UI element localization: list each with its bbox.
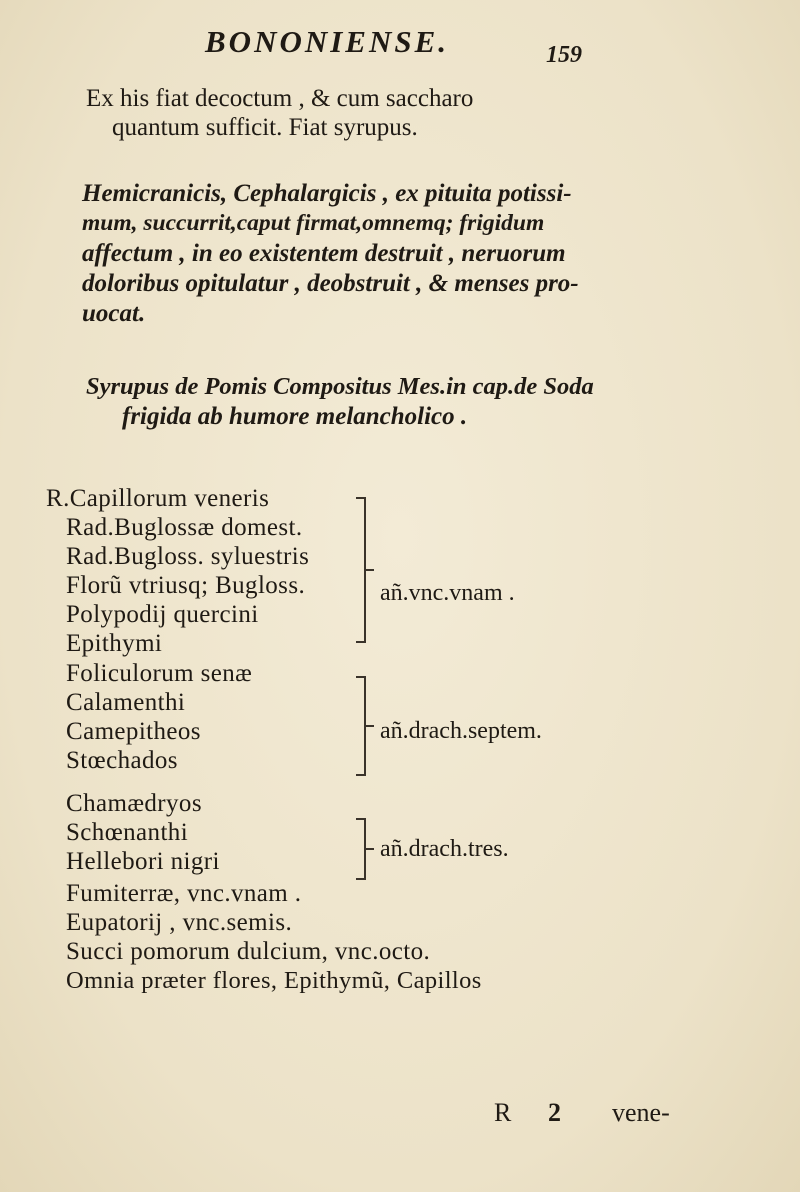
ingredient-13: Hellebori nigri [66,848,220,875]
intro-line-1: Ex his fiat decoctum , & cum saccharo [86,85,474,112]
dose-group-3: añ.drach.tres. [380,836,509,862]
ingredient-10: Stœchados [66,747,178,774]
catchword: vene- [612,1098,670,1127]
brace-group-1 [354,497,366,643]
ingredient-4: Florũ vtriusq; Bugloss. [66,572,306,599]
ingredient-1: R.Capillorum veneris [46,485,270,512]
ingredient-2: Rad.Buglossæ domest. [66,514,303,541]
ingredient-7: Foliculorum senæ [66,660,253,687]
ingredient-6: Epithymi [66,630,163,657]
paragraph-line-2: mum, succurrit,caput firmat,omnemq; frigidum [82,210,545,236]
closing-line-3: Succi pomorum dulcium, vnc.octo. [66,938,431,965]
paragraph-line-5: uocat. [82,300,146,327]
ingredient-3: Rad.Bugloss. syluestris [66,543,310,570]
paragraph-line-1: Hemicranicis, Cephalargicis , ex pituita potissi- [82,180,572,207]
ingredient-11: Chamædryos [66,790,202,817]
brace-group-2 [354,676,366,776]
signature-mark: R [494,1098,512,1127]
ingredient-9: Camepitheos [66,718,201,745]
page-number: 159 [546,42,582,68]
recipe-title-line-1: Syrupus de Pomis Compositus Mes.in cap.de Soda [86,373,594,400]
recipe-title-line-2: frigida ab humore melancholico . [122,403,468,430]
closing-line-2: Eupatorij , vnc.semis. [66,909,293,936]
ingredient-5: Polypodij quercini [66,601,259,628]
signature-number: 2 [548,1098,561,1127]
intro-line-2: quantum sufficit. Fiat syrupus. [112,114,418,141]
dose-group-2: añ.drach.septem. [380,718,542,744]
paragraph-line-4: doloribus opitulatur , deobstruit , & menses pro- [82,270,579,297]
closing-line-4: Omnia præter flores, Epithymũ, Capillos [66,967,482,994]
running-head: BONONIENSE. [205,24,450,59]
ingredient-8: Calamenthi [66,689,186,716]
page-header [0,20,800,68]
brace-group-3 [354,818,366,880]
ingredient-12: Schœnanthi [66,819,189,846]
closing-line-1: Fumiterræ, vnc.vnam . [66,880,302,907]
paragraph-line-3: affectum , in eo existentem destruit , neruorum [82,240,566,267]
dose-group-1: añ.vnc.vnam . [380,580,515,606]
